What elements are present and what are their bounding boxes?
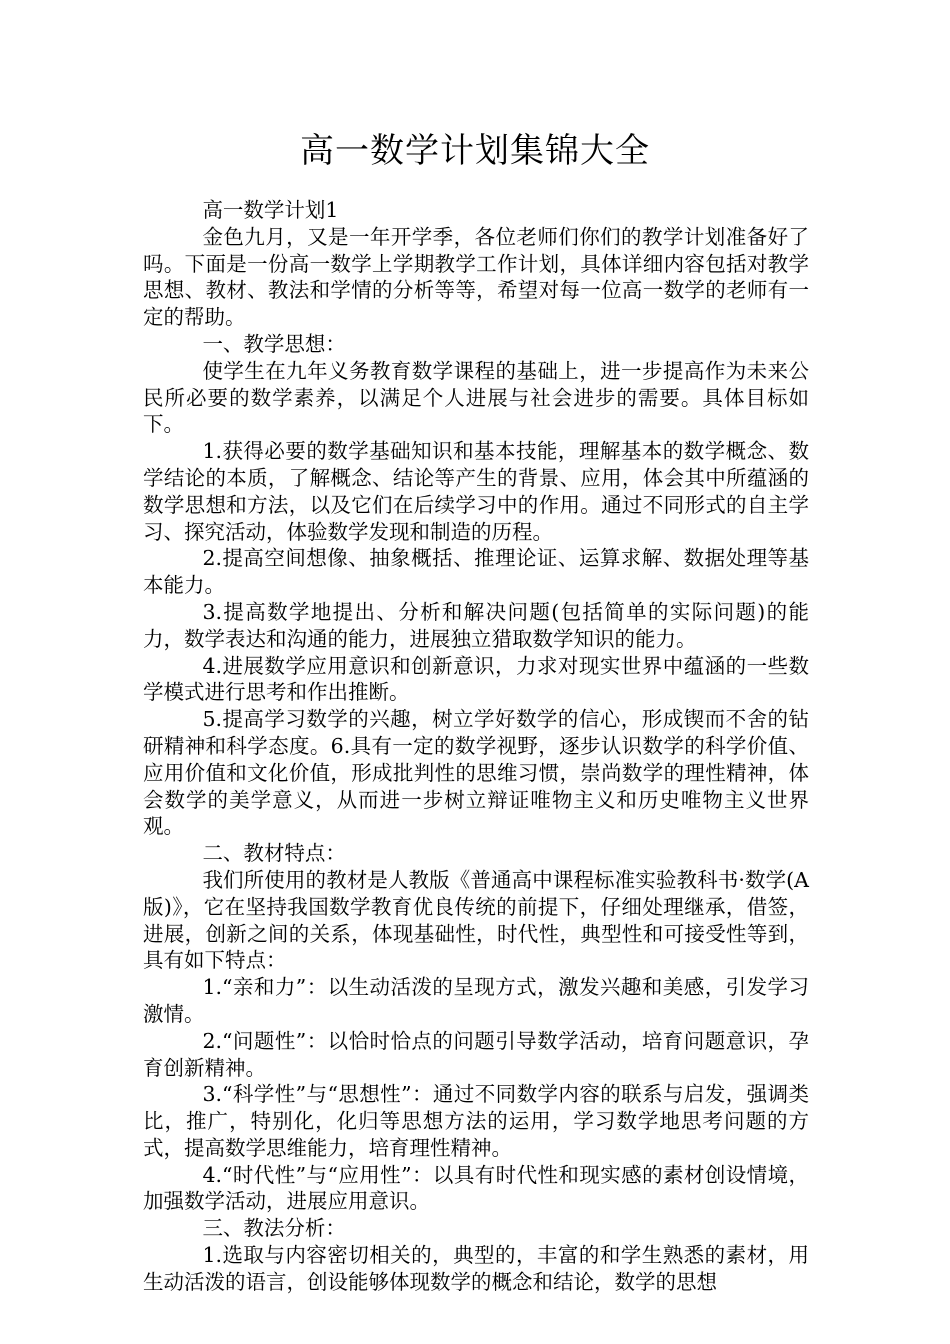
list-item: 3.“科学性”与“思想性”：通过不同数学内容的联系与启发，强调类比，推广，特别化，化归等思想方法的运用，学习数学地思考问题的方式，提高数学思维能力，培育理性精神。 [143,1082,809,1160]
list-item: 5.提高学习数学的兴趣，树立学好数学的信心，形成锲而不舍的钻研精神和科学态度。6.具有一定的数学视野，逐步认识数学的科学价值、应用价值和文化价值，形成批判性的思维习惯，崇尚数学的理性精神，体会数学的美学意义，从而进一步树立辩证唯物主义和历史唯物主义世界观。 [143,707,809,839]
section-heading: 二、教材特点： [202,841,346,866]
list-item: 2.“问题性”：以恰时恰点的问题引导数学活动，培育问题意识，孕育创新精神。 [143,1028,809,1080]
section-heading: 三、教法分析： [202,1216,346,1241]
list-item: 1.获得必要的数学基础知识和基本技能，理解基本的数学概念、数学结论的本质，了解概念、结论等产生的背景、应用，体会其中所蕴涵的数学思想和方法，以及它们在后续学习中的作用。通过不同形式的自主学习、探究活动，体验数学发现和制造的历程。 [143,439,809,544]
body-paragraph: 使学生在九年义务教育数学课程的基础上，进一步提高作为未来公民所必要的数学素养，以满足个人进展与社会进步的需要。具体目标如下。 [143,358,809,437]
list-item: 4.“时代性”与“应用性”：以具有时代性和现实感的素材创设情境，加强数学活动，进展应用意识。 [143,1162,809,1214]
list-item: 2.提高空间想像、抽象概括、推理论证、运算求解、数据处理等基本能力。 [143,546,809,598]
body-paragraph: 我们所使用的教材是人教版《普通高中课程标准实验教科书·数学(A版)》，它在坚持我国数学教育优良传统的前提下，仔细处理继承，借签，进展，创新之间的关系，体现基础性，时代性，典型性和可接受性等到，具有如下特点： [143,867,809,973]
section-heading: 高一数学计划1 [202,198,339,222]
document-body [143,197,809,1296]
intro-paragraph: 金色九月，又是一年开学季，各位老师们你们的教学计划准备好了吗。下面是一份高一数学上学期教学工作计划，具体详细内容包括对教学思想、教材、教法和学情的分析等等，希望对每一位高一数学的老师有一定的帮助。 [143,224,809,330]
list-item: 3.提高数学地提出、分析和解决问题(包括简单的实际问题)的能力，数学表达和沟通的能力，进展独立猎取数学知识的能力。 [143,599,809,651]
list-item: 1.选取与内容密切相关的，典型的，丰富的和学生熟悉的素材，用生动活泼的语言，创设能够体现数学的概念和结论，数学的思想 [143,1243,809,1294]
list-item: 1.“亲和力”：以生动活泼的呈现方式，激发兴趣和美感，引发学习激情。 [143,975,809,1026]
section-heading: 一、教学思想： [202,331,346,356]
list-item: 4.进展数学应用意识和创新意识，力求对现实世界中蕴涵的一些数学模式进行思考和作出推断。 [143,653,809,705]
document-title: 高一数学计划集锦大全 [300,131,650,171]
